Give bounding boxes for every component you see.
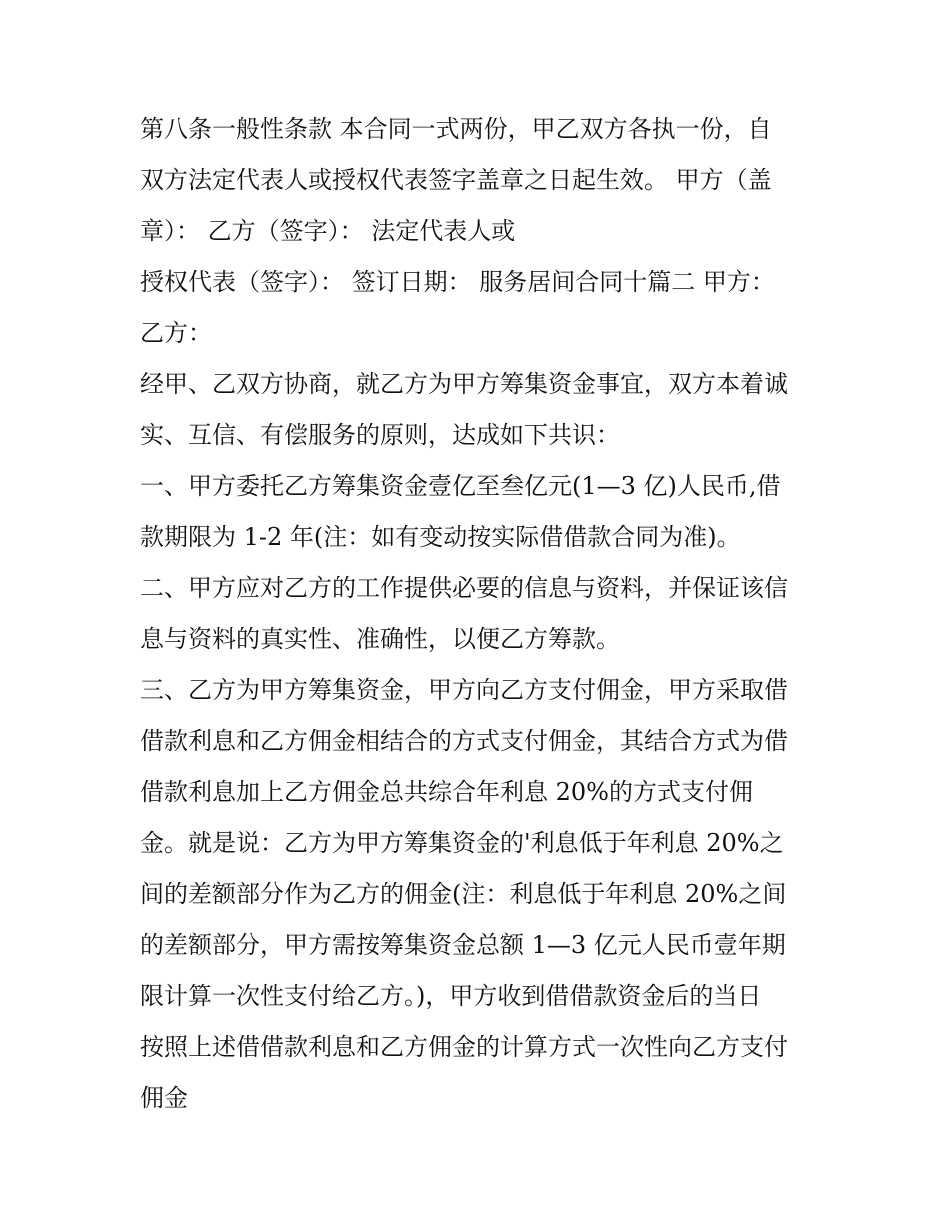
text-line: 双方法定代表人或授权代表签字盖章之日起生效。 甲方（盖 — [140, 166, 772, 194]
text-line: 金。就是说：乙方为甲方筹集资金的'利息低于年利息 20%之 — [140, 829, 784, 857]
text-line: 三、乙方为甲方筹集资金，甲方向乙方支付佣金，甲方采取借 — [140, 676, 788, 704]
text-line: 息与资料的真实性、准确性，以便乙方筹款。 — [140, 625, 620, 653]
text-line: 限计算一次性支付给乙方。)，甲方收到借借款资金后的当日 — [140, 982, 762, 1010]
text-line: 的差额部分，甲方需按筹集资金总额 1—3 亿元人民币壹年期 — [140, 931, 786, 959]
text-line: 经甲、乙双方协商，就乙方为甲方筹集资金事宜，双方本着诚 — [140, 370, 788, 398]
text-line: 章）： 乙方（签字）： 法定代表人或 — [140, 217, 516, 245]
text-line: 间的差额部分作为乙方的佣金(注：利息低于年利息 20%之间 — [140, 880, 787, 908]
text-line: 借款利息加上乙方佣金总共综合年利息 20%的方式支付佣 — [140, 778, 753, 806]
text-line: 二、甲方应对乙方的工作提供必要的信息与资料，并保证该信 — [140, 574, 788, 602]
contract-text — [140, 104, 820, 1124]
text-line: 佣金 — [140, 1084, 188, 1112]
text-line: 乙方： — [140, 319, 212, 347]
text-line: 借款利息和乙方佣金相结合的方式支付佣金，其结合方式为借 — [140, 727, 788, 755]
text-line: 按照上述借借款利息和乙方佣金的计算方式一次性向乙方支付 — [140, 1033, 788, 1061]
text-line: 授权代表（签字）： 签订日期： 服务居间合同十篇二 甲方： — [140, 268, 775, 296]
text-line: 款期限为 1-2 年(注：如有变动按实际借借款合同为准)。 — [140, 523, 741, 551]
text-line: 第八条一般性条款 本合同一式两份，甲乙双方各执一份，自 — [140, 115, 772, 143]
text-line: 实、互信、有偿服务的原则，达成如下共识： — [140, 421, 620, 449]
text-line: 一、甲方委托乙方筹集资金壹亿至叁亿元(1—3 亿)人民币,借 — [140, 472, 781, 500]
